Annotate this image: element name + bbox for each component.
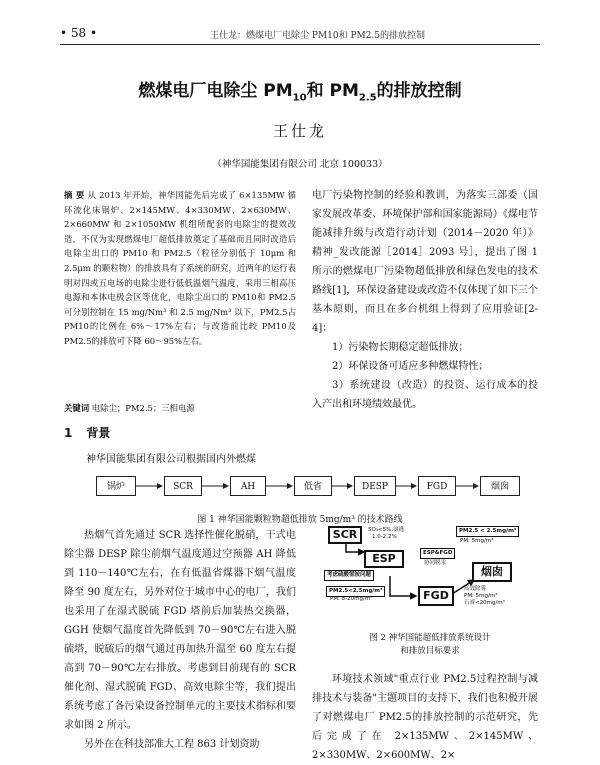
fig2-note-coop: 协同脱汞 (424, 560, 447, 566)
fig2-note-fgd-3: 石膏<20mg/m³ (464, 600, 505, 606)
affiliation: （神华国能集团有限公司 北京 100033） (212, 159, 388, 170)
fig2-box-scr: SCR (328, 526, 362, 544)
running-title: 王仕龙：燃煤电厂电除尘 PM10和 PM2.5的排放控制 (210, 31, 426, 41)
title-part-3: 的排放控制 (376, 81, 462, 101)
fig2-note-esp-out-2: PM: 8-20mg/m³ (330, 596, 373, 602)
fig2-note-ash: 考虑硫酸氢铵问题 (324, 570, 374, 581)
figure2-diagram (324, 524, 536, 616)
flow-box-boiler: 锅炉 (96, 476, 136, 496)
figure2-caption-line2: 和排放目标要求 (400, 646, 460, 656)
paragraph: 热烟气首先通过 SCR 选择性催化脱硝，干式电除尘器 DESP 除尘前烟气温度通过空预器 AH 降低到 110－140℃左右，在有低温省煤器下烟气温度降至 90 度左右，另外对位于城市中心的电厂，我们也采用了在湿式脱硫 FGD 塔前后加装热交换器，GGH 使烟气温度首先降低到 70－90℃左右进入脱硫塔，脱硫后的烟气通过再加热升温至 60 度左右提高到 70－90℃左右排放。考虑到目前现有的 SCR 催化剂、湿式脱硫 FGD、高效电除尘等，我们提出系统考虑了各污染设备控制单元的主要技术指标和要求如图 2 所示。 (64, 530, 296, 731)
figure1-lead-text: 神华国能集团有限公司根据国内外燃煤 (86, 454, 256, 465)
principle-item: 3）系统建设（改造）的投资、运行成本的投入产出和环境绩效最优。 (312, 380, 538, 410)
flow-box-scr: SCR (164, 476, 202, 496)
section-number: 1 (64, 426, 73, 440)
page-number: • 58 • (60, 26, 98, 40)
article-title (0, 76, 600, 103)
fig2-note-scr-2: 1.0-2.2% (372, 534, 397, 540)
keywords-label: 关键词 (64, 403, 90, 413)
fig2-note-fgd: 高效除雾 (464, 586, 487, 592)
principle-item: 1）污染物长期稳定超低排放； (332, 342, 469, 353)
title-part-1: 燃煤电厂电除尘 PM (138, 81, 293, 101)
fig2-box-fgd: FGD (418, 586, 454, 606)
fig2-note-esp-out: PM2.5<2.5mg/m³ (326, 586, 385, 597)
paragraph: 另外在在科技部准大工程 863 计划资助 (84, 739, 260, 750)
title-sub-2: 2.5 (358, 92, 377, 104)
right-column-top (312, 186, 538, 414)
abstract-label: 摘 要 (64, 190, 85, 200)
keywords-text: 电除尘；PM2.5；三相电源 (91, 403, 195, 413)
keywords (64, 402, 296, 414)
section-heading (64, 424, 110, 441)
title-part-2: 和 PM (306, 81, 359, 101)
figure2-caption-line1: 图 2 神华国能超低排放系统设计 (369, 633, 491, 643)
fig2-note-stack: PM2.5 < 2.5mg/m³ (456, 526, 519, 537)
flow-box-fgd: FGD (418, 476, 456, 496)
fig2-note-fgd-2: PM: 5mg/m³ (464, 593, 498, 599)
title-sub-1: 10 (292, 92, 307, 104)
left-column-bottom (64, 526, 296, 754)
abstract-text: 从 2013 年开始，神华国能先后完成了 6×135MW 循环流化床锅炉、2×145MW、4×330MW、2×630MW、2×660MW 和 2×1050MW 机组所配套的电除尘的提效改造，不仅为实现燃煤电厂超低排放奠定了基础而且同时改造后电除尘出口的 PM10 和 PM2.5（粒径分别低于 10μm 和 2.5μm 的颗粒物）的排放具有了系统的研究，近两年的运行表明对四或五电场的电除尘进行低低温烟气温度，采用三相高压电源和本体电极会区等优化，电除尘出口的 PM10和 PM2.5可分别控制在 15 mg/Nm³ 和 2.5 mg/Nm³ 以下，PM2.5占 PM10的比例在 6%～17%左右；与改造前比较 PM10及 PM2.5的排放可下降 60～95%左右。 (64, 190, 296, 346)
flow-box-ah: AH (230, 476, 266, 496)
figure1-caption: 图 1 神华国能颗粒物超低排放 5mg/m³ 的技术路线 (197, 515, 403, 525)
flow-box-desp: DESP (354, 476, 396, 496)
fig2-arrow (346, 544, 364, 552)
fig2-arrow (390, 576, 416, 596)
flow-box-economizer: 低省 (294, 476, 332, 496)
figure1-flowchart (96, 470, 536, 506)
header-rule (60, 44, 540, 45)
author: 王仕龙 (272, 122, 327, 140)
principle-item: 2）环保设备可适应多种燃煤特性； (332, 361, 489, 372)
fig2-note-scr: SO₃<5%,氨逃 (368, 527, 405, 533)
section-title: 背景 (86, 426, 111, 440)
fig2-note-stack-2: PM: 5mg/m³ (460, 538, 494, 544)
paragraph: 环境技术领域"重点行业 PM2.5过程控制与减排技术与装备"主题项目的支持下，我们也积极开展了对燃煤电厂 PM2.5的排放控制的示范研究，先后完成了在 2×135MW、2×145MW、2×330MW、2×600MW、2× (312, 674, 538, 761)
abstract (64, 188, 296, 349)
fig2-note-esp-fgd: ESP&FGD (420, 548, 455, 559)
page-header (60, 26, 540, 42)
fig2-box-esp: ESP (364, 550, 404, 568)
figure2-caption (324, 632, 536, 658)
flow-box-stack: 烟囱 (480, 476, 520, 496)
fig2-box-stack: 烟囱 (472, 562, 512, 582)
paragraph: 电厂污染物控制的经验和教训，为落实三部委（国家发展改革委、环境保护部和国家能源局）《煤电节能减排升级与改造行动计划（2014－2020 年）》精神_发改能源［2014］2093 号］，提出了图 1 所示的燃煤电厂污染物超低排放和绿色发电的技术路线[1]，环保设备建设或改造不仅体现了如下三个基本原则，而且在多台机组上得到了应用验证[2-4]： (312, 190, 538, 334)
